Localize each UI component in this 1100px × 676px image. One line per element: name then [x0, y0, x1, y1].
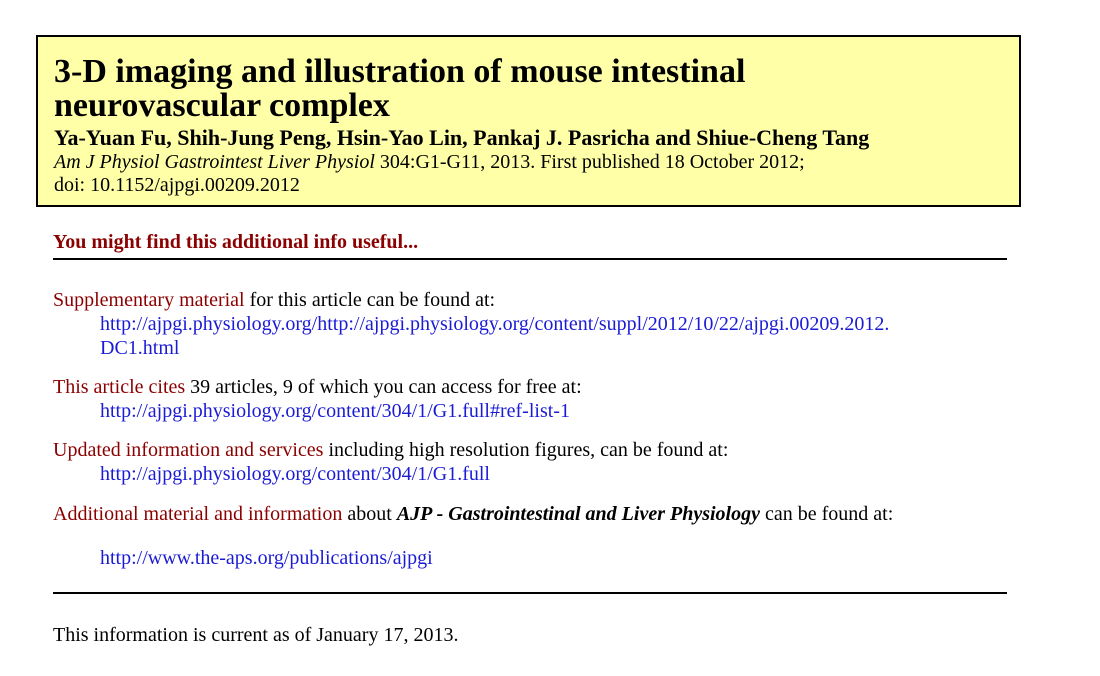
supplementary-link-line-1[interactable]: http://ajpgi.physiology.org/http://ajpgi.physiology.org/content/suppl/2012/10/22/ajpgi.00209.2012.: [100, 313, 890, 335]
additional-entry: [53, 502, 1013, 570]
article-doi: doi: 10.1152/ajpgi.00209.2012: [54, 174, 300, 196]
cites-text: 39 articles, 9 of which you can access for free at:: [185, 376, 582, 398]
article-citation: [54, 151, 1003, 197]
journal-name: Am J Physiol Gastrointest Liver Physiol: [54, 151, 375, 173]
article-authors: Ya-Yuan Fu, Shih-Jung Peng, Hsin-Yao Lin, Pankaj J. Pasricha and Shiue-Cheng Tang: [54, 125, 870, 150]
supplementary-label[interactable]: Supplementary material: [53, 289, 245, 311]
updated-label[interactable]: Updated information and services: [53, 439, 324, 461]
supplementary-link[interactable]: [53, 312, 1013, 360]
updated-text: including high resolution figures, can be found at:: [323, 439, 729, 461]
supplementary-text: for this article can be found at:: [244, 289, 496, 311]
divider-top: [53, 258, 1007, 260]
additional-text-after: can be found at:: [759, 503, 894, 525]
additional-link[interactable]: http://www.the-aps.org/publications/ajpgi: [100, 547, 433, 569]
citation-details: 304:G1-G11, 2013. First published 18 October 2012;: [374, 151, 805, 173]
additional-text-before: about: [342, 503, 397, 525]
additional-journal: AJP - Gastrointestinal and Liver Physiology: [396, 503, 760, 525]
article-title: [54, 55, 1003, 123]
divider-bottom: [53, 592, 1007, 594]
currency-note: This information is current as of January 17, 2013.: [53, 624, 459, 646]
additional-label[interactable]: Additional material and information: [53, 503, 343, 525]
title-line-2: neurovascular complex: [54, 87, 390, 124]
info-heading: You might find this additional info useful...: [53, 231, 419, 253]
cites-entry: [53, 375, 1013, 423]
article-header-box: [36, 35, 1021, 207]
title-line-1: 3-D imaging and illustration of mouse intestinal: [54, 53, 746, 90]
supplementary-entry: [53, 288, 1013, 360]
cites-label[interactable]: This article cites: [53, 376, 186, 398]
supplementary-link-line-2[interactable]: DC1.html: [100, 337, 180, 359]
updated-link[interactable]: http://ajpgi.physiology.org/content/304/1/G1.full: [100, 463, 490, 485]
updated-entry: [53, 438, 1013, 486]
cites-link[interactable]: http://ajpgi.physiology.org/content/304/1/G1.full#ref-list-1: [100, 400, 570, 422]
